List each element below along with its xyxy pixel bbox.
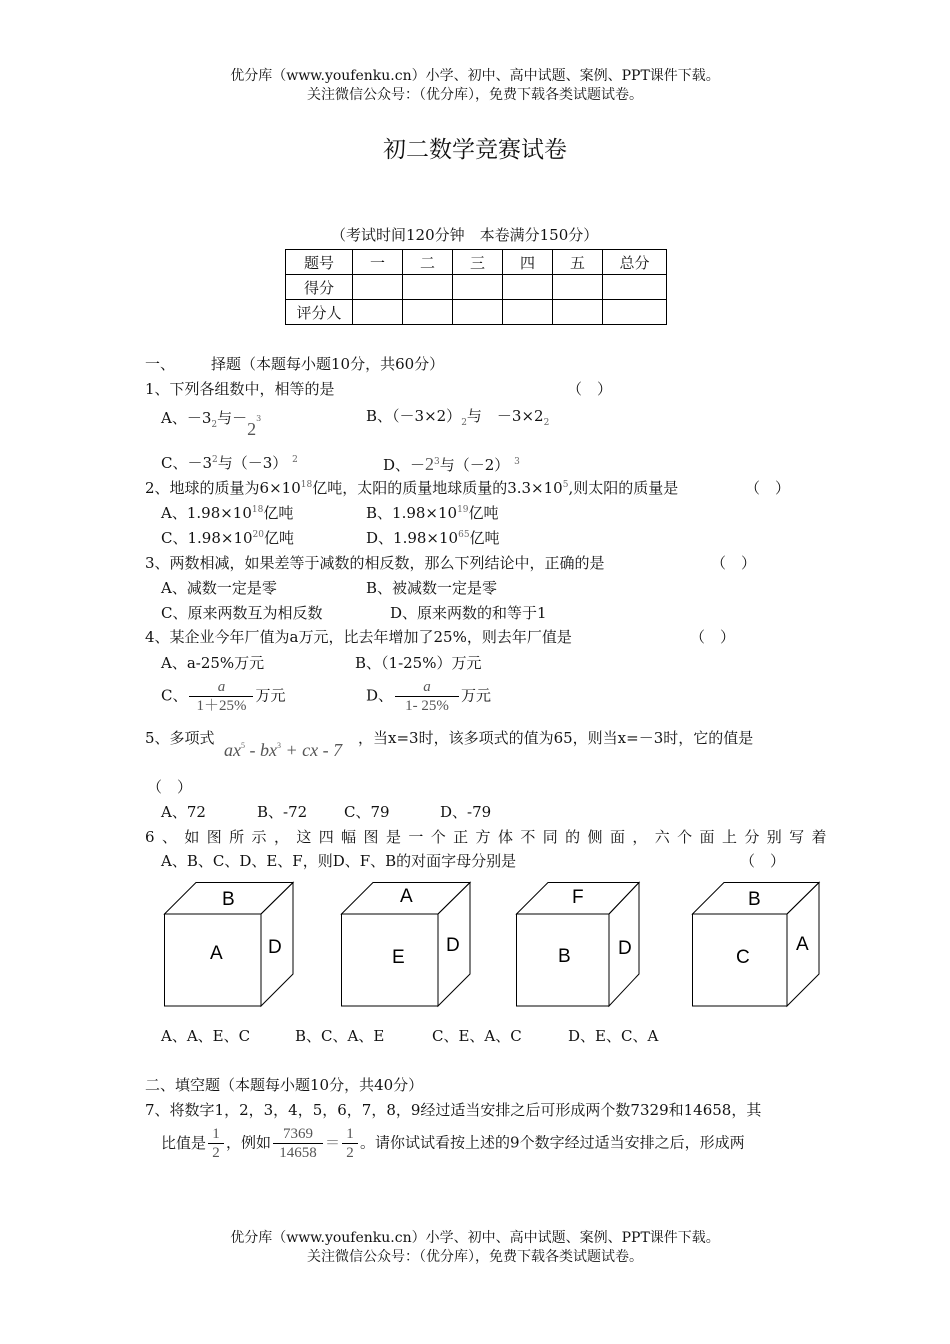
q5-stem-start: 5、多项式: [145, 729, 215, 747]
score-cell: [503, 275, 553, 300]
q6-bracket: （ ）: [740, 852, 786, 870]
q1c-sup: 2: [292, 455, 298, 465]
q5-option-a: A、72: [161, 803, 206, 821]
q5-bracket: （ ）: [147, 778, 193, 796]
q2-sup: 5: [562, 480, 569, 490]
q7-fraction-1: [208, 1125, 224, 1162]
q2c-sup: 20: [252, 530, 264, 540]
q2b-part: B、1.98×10: [366, 504, 458, 522]
q1d-part: 与（－2）: [439, 456, 510, 474]
q3-bracket: （ ）: [711, 554, 757, 572]
q7-f2-denominator: 14658: [273, 1143, 323, 1162]
q7-part: 。请你试试看按上述的9个数字经过适当安排之后，形成两: [360, 1133, 745, 1152]
q7-f1-denominator: 2: [208, 1143, 224, 1162]
score-header-cell: 二: [403, 250, 453, 275]
q5-exp: 3: [276, 741, 281, 750]
q2d-unit: 亿吨: [469, 529, 500, 547]
footer-line-2: 关注微信公众号：（优分库），免费下载各类试题试卷。: [307, 1249, 643, 1265]
q1a-part: 与－: [217, 409, 248, 427]
score-table-header-row: [286, 250, 667, 275]
q2a-sup: 18: [251, 505, 264, 515]
cube-3-drawing: [516, 882, 646, 1007]
q1d-part: D、－: [383, 456, 426, 474]
cube-figure-1: [164, 882, 294, 1011]
cube-front-letter: A: [210, 943, 223, 964]
cube-top-letter: B: [222, 889, 235, 910]
page-title: 初二数学竞赛试卷: [383, 137, 567, 163]
q1c-sup: 2: [212, 455, 218, 465]
q5-term: ax: [224, 740, 241, 760]
q5-option-b: B、-72: [257, 803, 308, 821]
q1a-sub: 2: [211, 420, 218, 430]
q2-option-a: [161, 504, 293, 522]
q4d-fraction: [395, 678, 459, 715]
score-cell: [453, 275, 503, 300]
q1b-sub: 2: [543, 418, 550, 428]
q1d-base: 2: [425, 454, 435, 474]
q7-fraction-2: [273, 1125, 323, 1162]
q3-stem: 3、两数相减，如果差等于减数的相反数，那么下列结论中，正确的是: [145, 554, 605, 572]
q1b-part: 与 －3×2: [466, 407, 544, 425]
score-cell: [553, 275, 603, 300]
q4d-numerator: a: [423, 679, 431, 695]
cube-2-drawing: [341, 882, 471, 1007]
score-cell: [403, 275, 453, 300]
cube-side-letter: D: [446, 935, 460, 956]
score-cell: [553, 300, 603, 325]
cube-figure-2: [341, 882, 471, 1011]
q3-option-a: A、减数一定是零: [161, 579, 277, 597]
q2-sup: 18: [300, 480, 313, 490]
score-table-row: [286, 300, 667, 325]
q5-option-d: D、-79: [440, 803, 492, 821]
score-table-row: [286, 275, 667, 300]
q7-f3-numerator: 1: [346, 1126, 354, 1142]
q6-stem-line2: A、B、C、D、E、F，则D、F、B的对面字母分别是: [161, 852, 517, 870]
q2a-unit: 亿吨: [263, 504, 294, 522]
q5-polynomial: [224, 740, 342, 762]
cube-side-letter: D: [618, 938, 632, 959]
q4-stem: 4、某企业今年厂值为a万元，比去年增加了25%，则去年厂值是: [145, 628, 572, 646]
q7-f2-numerator: 7369: [283, 1126, 314, 1142]
q7-f1-numerator: 1: [212, 1126, 220, 1142]
cube-front-face: [342, 914, 439, 1006]
q1-option-d: [383, 454, 520, 476]
q6-option-d: D、E、C、A: [568, 1027, 659, 1045]
q7-equals: ＝: [325, 1135, 341, 1152]
cube-top-letter: A: [400, 886, 413, 907]
q2b-unit: 亿吨: [468, 504, 499, 522]
q6-option-b: B、C、A、E: [295, 1027, 385, 1045]
q1d-sup: 3: [514, 457, 520, 467]
q2-stem: [145, 479, 678, 497]
q1b-part: B、（－3×2）: [366, 407, 462, 425]
q2-option-d: [366, 529, 500, 547]
q7-part: ，例如: [226, 1133, 272, 1152]
q2-part: 亿吨，太阳的质量地球质量的3.3×10: [312, 479, 563, 497]
q2d-sup: 65: [458, 530, 470, 540]
q3-option-d: D、原来两数的和等于1: [390, 604, 547, 622]
q2c-part: C、1.98×10: [161, 529, 253, 547]
score-row-label: 得分: [286, 275, 353, 300]
q5-stem-end: ，当x=3时，该多项式的值为65，则当x=－3时，它的值是: [358, 729, 754, 747]
q4-option-c: [161, 678, 286, 715]
q2b-sup: 19: [457, 505, 469, 515]
score-header-cell: 三: [453, 250, 503, 275]
cube-top-letter: F: [572, 887, 584, 908]
q2a-part: A、1.98×10: [161, 504, 252, 522]
score-cell: [503, 300, 553, 325]
score-row-label: 评分人: [286, 300, 353, 325]
q7-line1: 7、将数字1，2，3，4，5，6，7，8，9经过适当安排之后可形成两个数7329和14658，其: [145, 1101, 762, 1119]
q5-term: + cx - 7: [280, 740, 343, 760]
section2-title: 二、填空题（本题每小题10分，共40分）: [145, 1076, 424, 1094]
cube-1-drawing: [164, 882, 294, 1007]
cube-front-letter: C: [736, 947, 750, 968]
header-line-1: 优分库（www.youfenku.cn）小学、初中、高中试题、案例、PPT课件下载。: [230, 68, 720, 84]
q2d-part: D、1.98×10: [366, 529, 459, 547]
exam-info: （考试时间120分钟 本卷满分150分）: [331, 226, 599, 244]
q3-option-b: B、被减数一定是零: [366, 579, 498, 597]
score-header-cell: 总分: [603, 250, 667, 275]
q4-option-a: A、a-25%万元: [161, 654, 265, 672]
q2-option-b: [366, 504, 499, 522]
score-cell: [353, 275, 403, 300]
section1-title: 择题（本题每小题10分，共60分）: [211, 355, 445, 373]
q5-option-c: C、79: [344, 803, 390, 821]
q7-f3-denominator: 2: [342, 1143, 358, 1162]
cube-front-letter: B: [558, 946, 571, 967]
cube-top-letter: B: [748, 889, 761, 910]
score-cell: [353, 300, 403, 325]
cube-side-letter: A: [796, 934, 809, 955]
q4c-fraction: [189, 678, 253, 715]
score-cell: [603, 300, 667, 325]
score-table: [285, 249, 667, 325]
q5-exp: 5: [241, 741, 245, 750]
q4-bracket: （ ）: [690, 628, 736, 646]
score-header-cell: 四: [503, 250, 553, 275]
q1a-exp: 3: [256, 414, 262, 423]
q2-bracket: （ ）: [745, 479, 791, 497]
q2-option-c: [161, 529, 294, 547]
q4d-unit: 万元: [461, 686, 492, 705]
q3-option-c: C、原来两数互为相反数: [161, 604, 323, 622]
q7-part: 比值是: [161, 1133, 207, 1152]
q1c-part: C、－3: [161, 454, 213, 472]
q1d-sup: 3: [434, 457, 440, 467]
q2-part: ,则太阳的质量是: [568, 479, 679, 497]
q1b-sub: 2: [461, 418, 467, 428]
q1c-part: 与（－3）: [217, 454, 288, 472]
cube-4-drawing: [692, 882, 822, 1007]
cube-figure-4: [692, 882, 822, 1011]
q6-option-a: A、A、E、C: [161, 1027, 251, 1045]
cube-front-letter: E: [392, 947, 405, 968]
q4c-denominator: 1＋25%: [189, 696, 253, 715]
q1-option-b: [366, 407, 549, 429]
q2-part: 2、地球的质量为6×10: [145, 479, 301, 497]
q4c-numerator: a: [217, 679, 226, 695]
score-header-cell: 一: [353, 250, 403, 275]
q1-bracket: （ ）: [567, 380, 613, 398]
q6-stem-line1: 6、如图所示，这四幅图是一个正方体不同的侧面，六个面上分别写着: [145, 828, 834, 846]
score-cell: [603, 275, 667, 300]
q1a-base: 2: [247, 419, 257, 439]
q4d-label: D、: [366, 686, 394, 705]
section1-number: 一、: [145, 355, 176, 373]
score-header-cell: 题号: [286, 250, 353, 275]
q1-option-a: [161, 407, 262, 439]
cube-figure-3: [516, 882, 646, 1011]
score-cell: [403, 300, 453, 325]
footer-line-1: 优分库（www.youfenku.cn）小学、初中、高中试题、案例、PPT课件下载。: [230, 1230, 720, 1246]
q2c-unit: 亿吨: [263, 529, 294, 547]
score-header-cell: 五: [553, 250, 603, 275]
q4-option-b: B、（1-25%）万元: [355, 654, 482, 672]
header-line-2: 关注微信公众号：（优分库），免费下载各类试题试卷。: [307, 87, 643, 103]
q4c-label: C、: [161, 686, 188, 705]
score-cell: [453, 300, 503, 325]
q4c-unit: 万元: [255, 686, 286, 705]
q7-line2: [161, 1125, 745, 1162]
q1-stem: 1、下列各组数中，相等的是: [145, 380, 335, 398]
q5-term: - bx: [245, 740, 277, 760]
q1-option-c: [161, 454, 298, 472]
q7-fraction-3: [342, 1125, 358, 1162]
q1a-part: A、－3: [161, 409, 212, 427]
q6-option-c: C、E、A、C: [432, 1027, 522, 1045]
q4-option-d: [366, 678, 491, 715]
cube-side-letter: D: [268, 937, 282, 958]
q4d-denominator: 1- 25%: [395, 696, 459, 715]
